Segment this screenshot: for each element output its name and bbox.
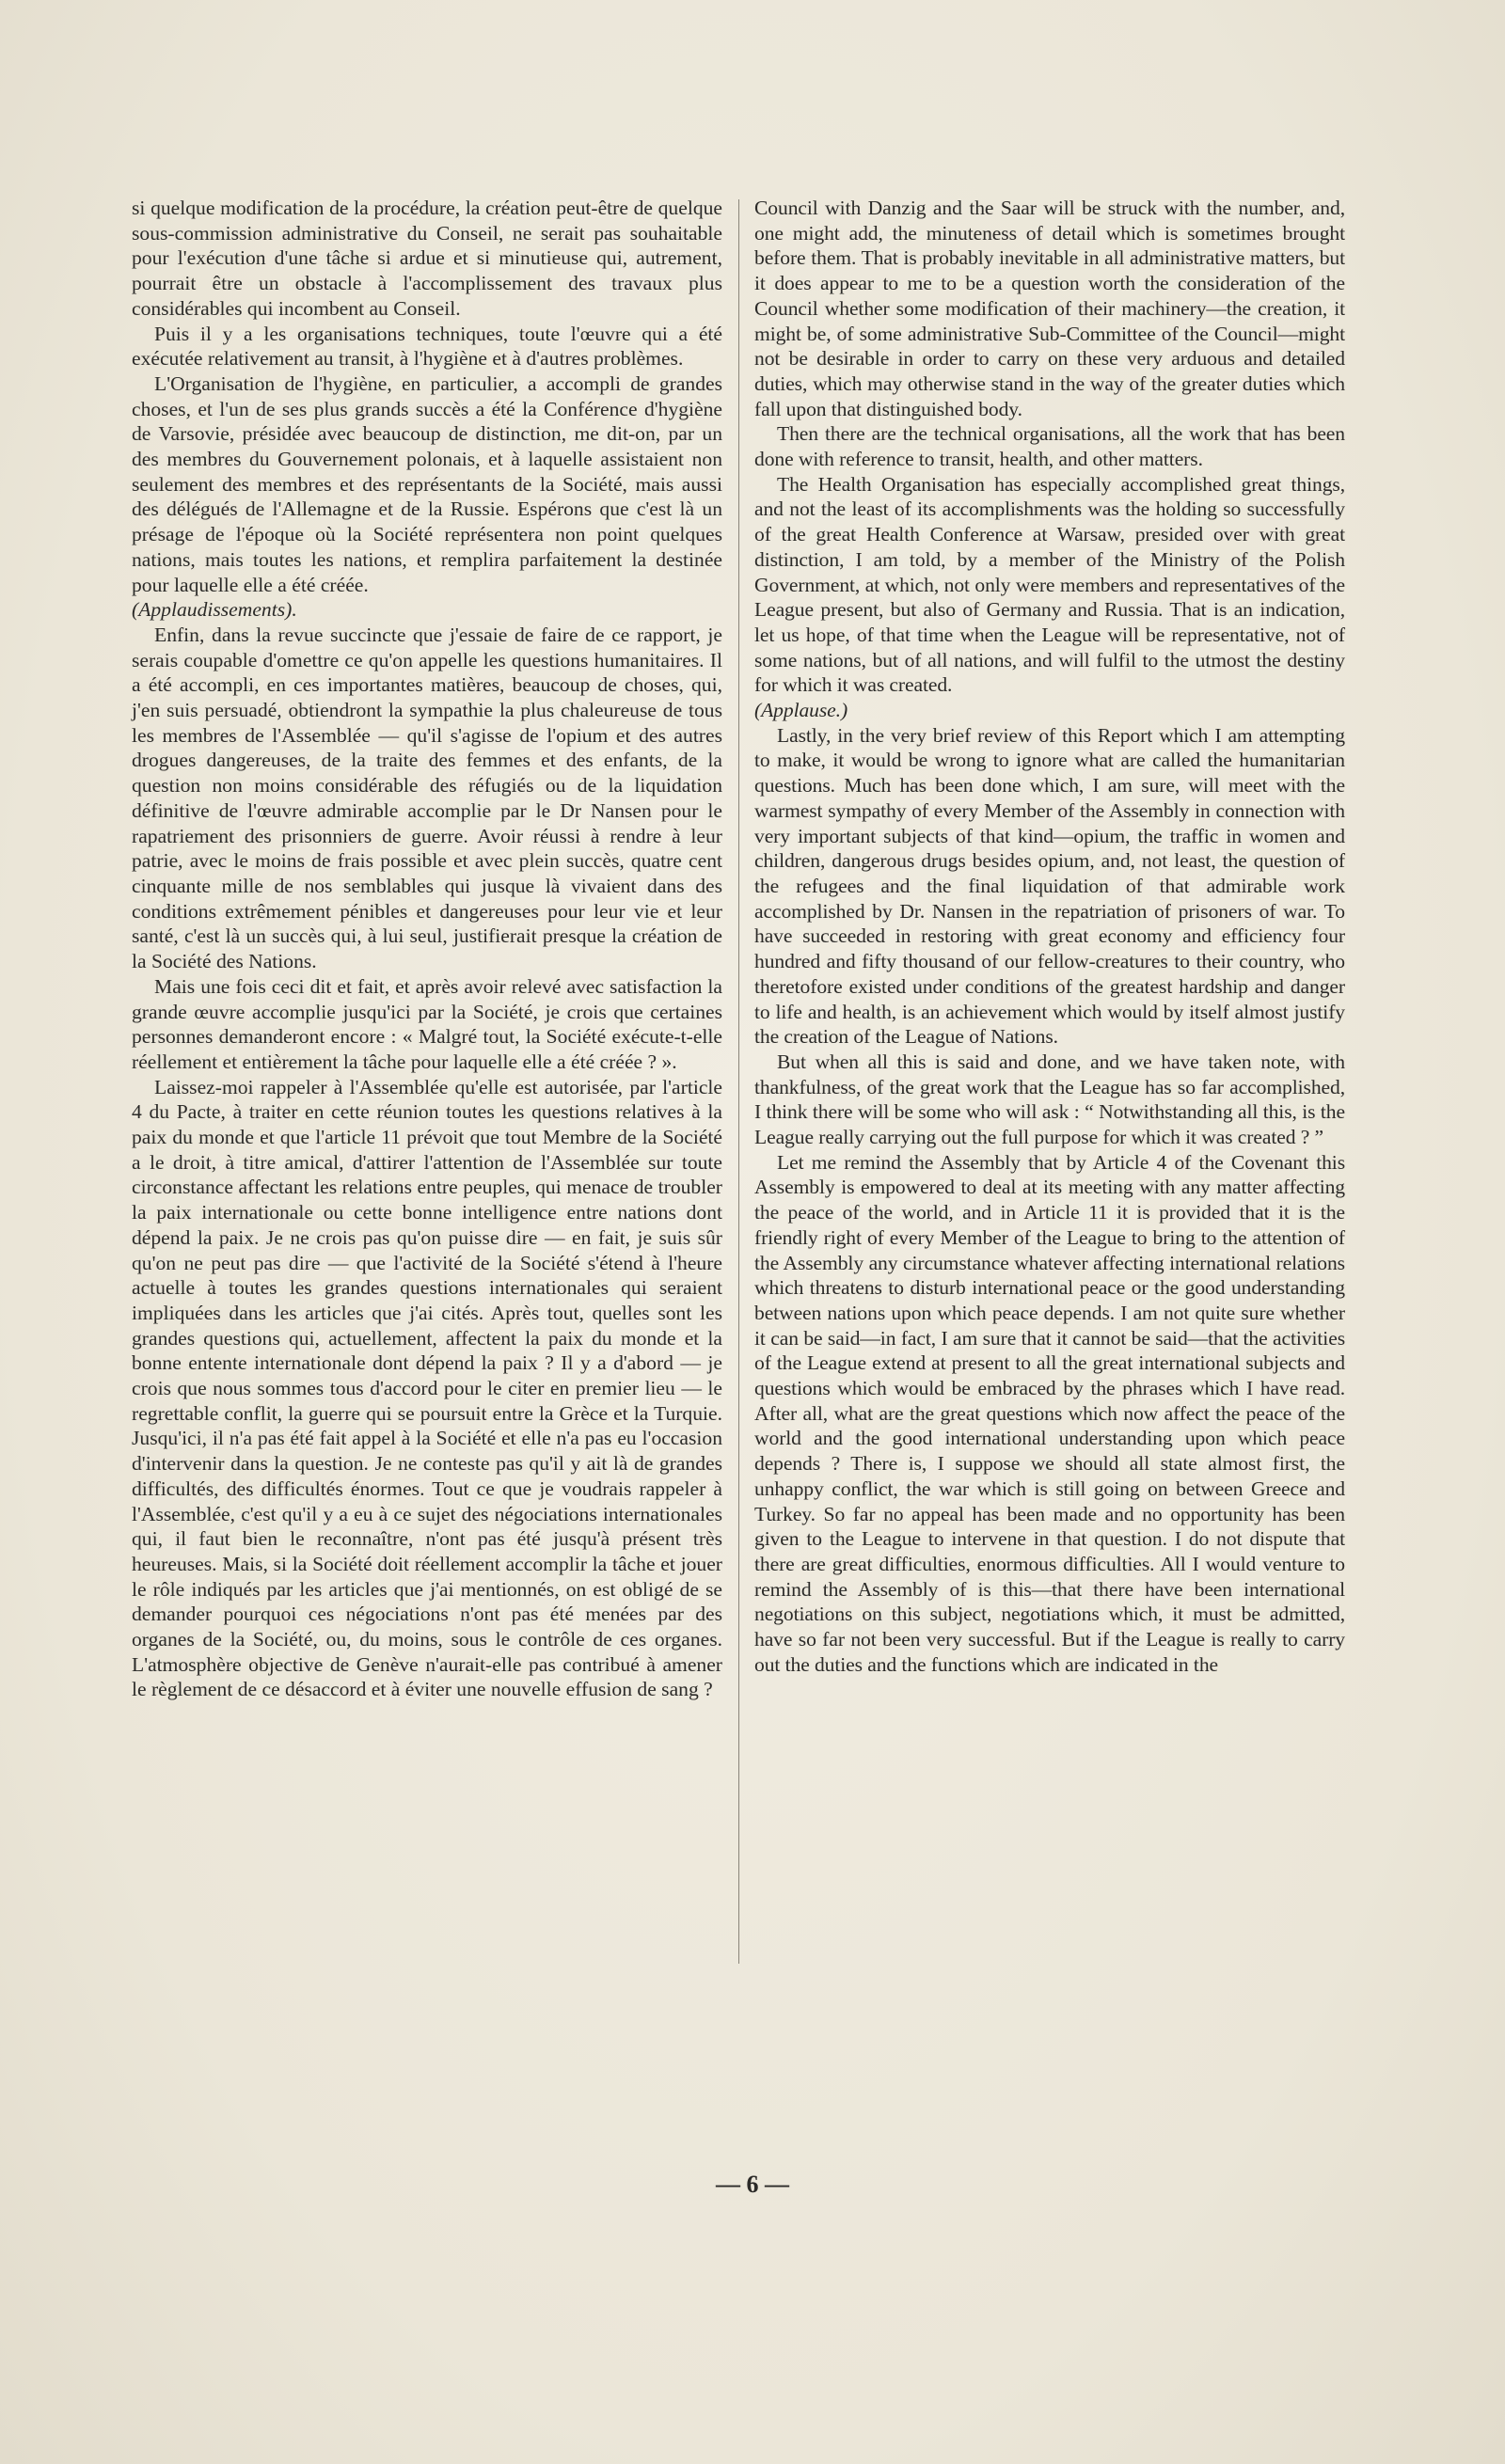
english-column bbox=[754, 196, 1345, 1677]
french-paragraph: Enfin, dans la revue succincte que j'essaie de faire de ce rapport, je serais coupable d'omettre ce qu'on appelle les questions humanitaires. Il a été accompli, en ces importantes matières, beaucoup de choses, qui, j'en suis persuadé, obtiendront la sympathie la plus chaleureuse de tous les membres de l'Assemblée — qu'il s'agisse de l'opium et des autres drogues dangereuses, de la traite des femmes et des enfants, de la question non moins considérable des réfugiés ou de la liquidation définitive de l'œuvre admirable accomplie par le Dr Nansen pour le rapatriement des prisonniers de guerre. Avoir réussi à rendre à leur patrie, avec le moins de frais possible et avec plein succès, quatre cent cinquante mille de nos semblables qui jusque là vivaient dans des conditions extrêmement pénibles et dangereuses pour leur vie et leur santé, c'est là un succès qui, à lui seul, justifierait presque la création de la Société des Nations. bbox=[132, 623, 722, 973]
english-paragraph: Council with Danzig and the Saar will be struck with the number, and, one might add, the minuteness of detail which is sometimes brought before them. That is probably inevitable in all administrative matters, but it does appear to me to be a question worth the consideration of the Council whether some modification of their machinery—the creation, it might be, of some administrative Sub-Committee of the Council—might not be desirable in order to carry on these very arduous and detailed duties, which may otherwise stand in the way of the greater duties which fall upon that distinguished body. bbox=[754, 197, 1345, 420]
french-column bbox=[132, 196, 722, 1702]
column-divider bbox=[738, 199, 739, 1964]
french-paragraph: Mais une fois ceci dit et fait, et après avoir relevé avec satisfaction la grande œuvre accomplie jusqu'ici par la Société, je crois que certaines personnes demanderont encore : « Malgré tout, la Société exécute-t-elle réellement et entièrement la tâche pour laquelle elle a été créée ? ». bbox=[132, 974, 722, 1073]
french-applause: (Applaudissements). bbox=[132, 598, 297, 622]
french-paragraph: si quelque modification de la procédure, la création peut-être de quelque sous-commission administrative du Conseil, ne serait pas souhaitable pour l'exécution d'une tâche si ardue et si minutieuse qui, autrement, pourrait être un obstacle à l'accomplissement des travaux plus considérables qui incombent au Conseil. bbox=[132, 197, 722, 320]
french-paragraph: L'Organisation de l'hygiène, en particulier, a accompli de grandes choses, et l'un de ses plus grands succès a été la Conférence d'hygiène de Varsovie, présidée avec beaucoup de distinction, me dit-on, par un des membres du Gouvernement polonais, et à laquelle assistaient non seulement des membres et des représentants de la Société, mais aussi des délégués de l'Allemagne et de la Russie. Espérons que c'est là un présage de l'époque où la Société représentera non point quelques nations, mais toutes les nations, et remplira parfaitement la destinée pour laquelle elle a été créée. bbox=[132, 371, 722, 596]
french-paragraph: Laissez-moi rappeler à l'Assemblée qu'elle est autorisée, par l'article 4 du Pacte, à traiter en cette réunion toutes les questions relatives à la paix du monde et que l'article 11 prévoit que tout Membre de la Société a le droit, à titre amical, d'attirer l'attention de l'Assemblée sur toute circonstance affectant les relations entre peuples, qui menace de troubler la paix internationale ou cette bonne intelligence entre nations dont dépend la paix. Je ne crois pas qu'on puisse dire — en fait, je suis sûr qu'on ne peut pas dire — que l'activité de la Société s'étend à l'heure actuelle à toutes les grandes questions internationales qui seraient impliquées dans les articles que j'ai cités. Après tout, quelles sont les grandes questions qui, actuellement, affectent la paix du monde et la bonne entente internationale dont dépend la paix ? Il y a d'abord — je crois que nous sommes tous d'accord pour le citer en premier lieu — le regrettable conflit, la guerre qui se poursuit entre la Grèce et la Turquie. Jusqu'ici, il n'a pas été fait appel à la Société et elle n'a pas eu l'occasion d'intervenir dans la question. Je ne conteste pas qu'il y ait là de grandes difficultés, des difficultés énormes. Tout ce que je voudrais rappeler à l'Assemblée, c'est qu'il y a eu à ce sujet des négociations internationales qui, il faut bien le reconnaître, n'ont pas été jusqu'à présent très heureuses. Mais, si la Société doit réellement accomplir la tâche et jouer le rôle indiqués par les articles que j'ai mentionnés, on est obligé de se demander pourquoi ces négociations n'ont pas été menées par des organes de la Société, ou, du moins, sous le contrôle de ces organes. L'atmosphère objective de Genève n'aurait-elle pas contribué à amener le règlement de ce désaccord et à éviter une nouvelle effusion de sang ? bbox=[132, 1075, 722, 1701]
english-paragraph: But when all this is said and done, and we have taken note, with thankfulness, of the great work that the League has so far accomplished, I think there will be some who will ask : “ Notwithstanding all this, is the League really carrying out the full purpose for which it was created ? ” bbox=[754, 1050, 1345, 1149]
english-paragraph: Then there are the technical organisations, all the work that has been done with reference to transit, health, and other matters. bbox=[754, 422, 1345, 471]
english-paragraph: Let me remind the Assembly that by Article 4 of the Covenant this Assembly is empowered to deal at its meeting with any matter affecting the peace of the world, and in Article 11 it is provided that it is the friendly right of every Member of the League to bring to the attention of the Assembly any circumstance whatever affecting international relations which threatens to disturb international peace or the good understanding between nations upon which peace depends. I am not quite sure whether it can be said—in fact, I am sure that it cannot be said—that the activities of the League extend at present to all the great international subjects and questions which would be embraced by the phrases which I have read. After all, what are the great questions which now affect the peace of the world and the good international understanding upon which peace depends ? There is, I suppose we should all state almost first, the unhappy conflict, the war which is still going on between Greece and Turkey. So far no appeal has been made and no opportunity has been given to the League to intervene in that question. I do not dispute that there are great difficulties, enormous difficulties. All I would venture to remind the Assembly of is this—that there have been international negotiations on this subject, negotiations which, it must be admitted, have so far not been very successful. But if the League is really to carry out the duties and the functions which are indicated in the bbox=[754, 1150, 1345, 1676]
french-paragraph: Puis il y a les organisations techniques, toute l'œuvre qui a été exécutée relativement au transit, à l'hygiène et à d'autres problèmes. bbox=[132, 322, 722, 371]
english-paragraph: The Health Organisation has especially accomplished great things, and not the least of its accomplishments was the holding so successfully of the great Health Conference at Warsaw, presided over with great distinction, I am told, by a member of the Ministry of the Polish Government, at which, not only were members and representatives of the League present, but also of Germany and Russia. That is an indication, let us hope, of that time when the League will be representative, not of some nations, but of all nations, and will fulfil to the utmost the destiny for which it was created. bbox=[754, 472, 1345, 697]
english-paragraph: Lastly, in the very brief review of this Report which I am attempting to make, it would be wrong to ignore what are called the humanitarian questions. Much has been done which, I am sure, will meet with the warmest sympathy of every Member of the Assembly in connection with very important subjects of that kind—opium, the traffic in women and children, dangerous drugs besides opium, and, not least, the question of the refugees and the final liquidation of that admirable work accomplished by Dr. Nansen in the repatriation of prisoners of war. To have succeeded in restoring with great economy and efficiency four hundred and fifty thousand of our fellow-creatures to their country, who theretofore existed under conditions of the greatest hardship and danger to life and health, is an achievement which would by itself almost justify the creation of the League of Nations. bbox=[754, 723, 1345, 1049]
english-applause: (Applause.) bbox=[754, 699, 848, 722]
page-number: — 6 — bbox=[716, 2171, 789, 2198]
